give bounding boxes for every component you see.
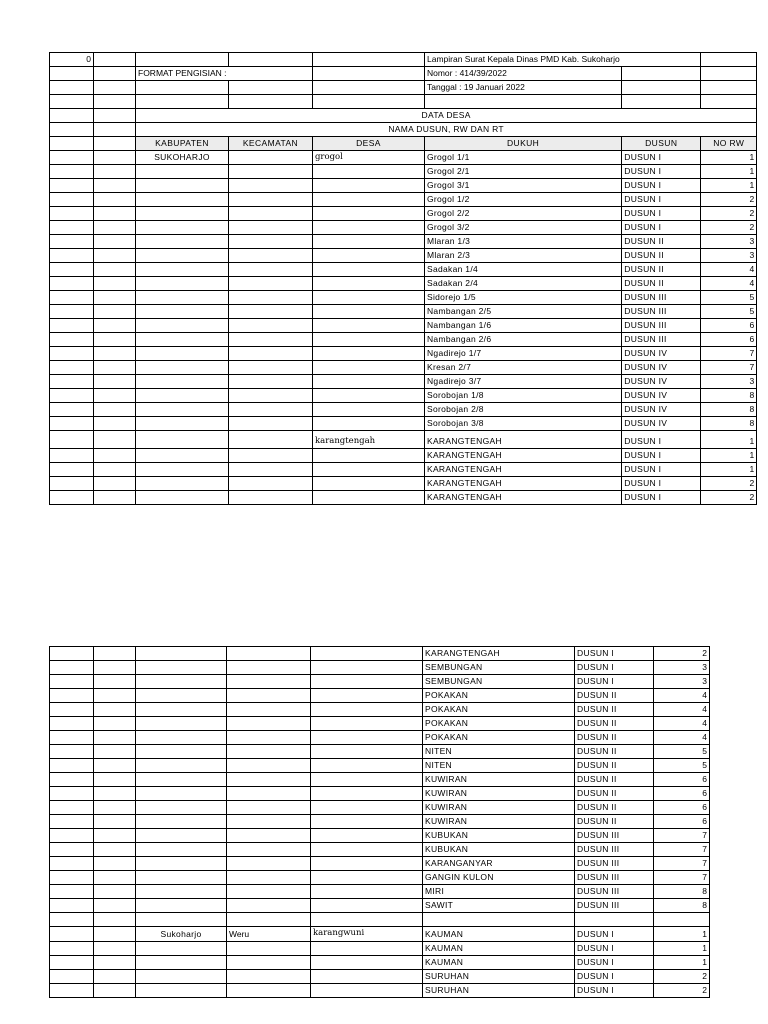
table-row (50, 745, 710, 759)
dukuh-cell[interactable]: KUWIRAN (423, 801, 575, 815)
no-rw-cell[interactable]: 1 (654, 942, 710, 956)
dukuh-cell[interactable]: KUBUKAN (423, 829, 575, 843)
letter-date-line[interactable]: Tanggal : 19 Januari 2022 (424, 81, 621, 95)
table-row (50, 361, 757, 375)
no-rw-cell[interactable]: 2 (701, 193, 757, 207)
no-rw-cell[interactable]: 3 (701, 375, 757, 389)
dusun-cell[interactable]: DUSUN I (622, 165, 701, 179)
dukuh-cell[interactable]: Grogol 3/2 (424, 221, 621, 235)
blank-row (50, 95, 757, 109)
no-rw-cell[interactable]: 4 (654, 731, 710, 745)
dusun-cell[interactable]: DUSUN II (575, 787, 654, 801)
no-rw-cell[interactable]: 8 (701, 417, 757, 431)
header-dusun[interactable]: DUSUN (622, 137, 701, 151)
table-row (50, 333, 757, 347)
dukuh-cell[interactable]: SURUHAN (423, 984, 575, 998)
table-row (50, 347, 757, 361)
dukuh-cell[interactable]: KUWIRAN (423, 787, 575, 801)
table-row (50, 207, 757, 221)
letter-row-3 (50, 81, 757, 95)
dusun-cell[interactable]: DUSUN III (575, 843, 654, 857)
dukuh-cell[interactable]: KARANGTENGAH (423, 647, 575, 661)
letter-row-2 (50, 67, 757, 81)
dusun-cell[interactable]: DUSUN II (575, 745, 654, 759)
table-row (50, 942, 710, 956)
dusun-cell[interactable]: DUSUN III (622, 291, 701, 305)
dukuh-cell[interactable]: Kresan 2/7 (424, 361, 621, 375)
kabupaten-cell[interactable]: SUKOHARJO (136, 151, 229, 165)
no-rw-cell[interactable]: 1 (701, 179, 757, 193)
dusun-cell[interactable]: DUSUN I (575, 984, 654, 998)
dukuh-cell[interactable]: Nambangan 2/6 (424, 333, 621, 347)
dukuh-cell[interactable]: MIRI (423, 885, 575, 899)
no-rw-cell[interactable]: 6 (701, 319, 757, 333)
no-rw-cell[interactable]: 3 (654, 661, 710, 675)
dusun-cell[interactable]: DUSUN I (575, 927, 654, 942)
dusun-cell[interactable]: DUSUN I (622, 207, 701, 221)
dusun-cell[interactable]: DUSUN II (575, 815, 654, 829)
table-row (50, 927, 710, 942)
no-rw-cell[interactable]: 3 (701, 249, 757, 263)
dukuh-cell[interactable]: POKAKAN (423, 717, 575, 731)
dusun-cell[interactable]: DUSUN III (575, 857, 654, 871)
no-rw-cell[interactable]: 1 (701, 449, 757, 463)
no-rw-cell[interactable]: 5 (654, 759, 710, 773)
dukuh-cell[interactable]: NITEN (423, 745, 575, 759)
table-row (50, 221, 757, 235)
dukuh-cell[interactable]: KARANGANYAR (423, 857, 575, 871)
no-rw-cell[interactable]: 2 (701, 221, 757, 235)
no-rw-cell[interactable]: 4 (701, 263, 757, 277)
table-row (50, 984, 710, 998)
dukuh-cell[interactable]: SEMBUNGAN (423, 661, 575, 675)
dukuh-cell[interactable]: Sadakan 1/4 (424, 263, 621, 277)
dusun-cell[interactable]: DUSUN II (622, 249, 701, 263)
table-row (50, 956, 710, 970)
dukuh-cell[interactable]: SEMBUNGAN (423, 675, 575, 689)
no-rw-cell[interactable]: 1 (701, 165, 757, 179)
table-row (50, 857, 710, 871)
no-rw-cell[interactable]: 7 (654, 871, 710, 885)
dusun-cell[interactable]: DUSUN III (622, 305, 701, 319)
dusun-cell[interactable]: DUSUN I (622, 221, 701, 235)
dusun-cell[interactable]: DUSUN II (575, 689, 654, 703)
table-row (50, 970, 710, 984)
no-rw-cell[interactable]: 7 (654, 843, 710, 857)
table-row (50, 403, 757, 417)
table-row (50, 291, 757, 305)
dusun-cell[interactable]: DUSUN II (622, 263, 701, 277)
dusun-cell[interactable]: DUSUN IV (622, 389, 701, 403)
dukuh-cell[interactable]: KARANGTENGAH (424, 431, 621, 449)
dukuh-cell[interactable]: Sorobojan 3/8 (424, 417, 621, 431)
no-rw-cell[interactable]: 1 (701, 463, 757, 477)
table-row (50, 417, 757, 431)
dusun-cell[interactable]: DUSUN III (575, 899, 654, 913)
dukuh-cell[interactable]: Nambangan 2/5 (424, 305, 621, 319)
dusun-cell[interactable]: DUSUN I (622, 193, 701, 207)
dusun-cell[interactable]: DUSUN I (575, 956, 654, 970)
dusun-cell[interactable]: DUSUN III (622, 319, 701, 333)
table-row (50, 675, 710, 689)
no-rw-cell[interactable]: 1 (654, 956, 710, 970)
dukuh-cell[interactable]: Grogol 3/1 (424, 179, 621, 193)
desa-cell[interactable]: karangtengah (312, 431, 424, 449)
table-row (50, 815, 710, 829)
title-row (50, 109, 757, 123)
dusun-cell[interactable]: DUSUN I (575, 675, 654, 689)
dusun-cell[interactable]: DUSUN II (575, 759, 654, 773)
no-rw-cell[interactable]: 6 (654, 815, 710, 829)
dukuh-cell[interactable]: KARANGTENGAH (424, 463, 621, 477)
no-rw-cell[interactable]: 5 (654, 745, 710, 759)
no-rw-cell[interactable]: 6 (654, 787, 710, 801)
no-rw-cell[interactable]: 8 (654, 885, 710, 899)
dukuh-cell[interactable]: Mlaran 1/3 (424, 235, 621, 249)
dusun-cell[interactable]: DUSUN I (622, 449, 701, 463)
table-row (50, 661, 710, 675)
table-row (50, 463, 757, 477)
dukuh-cell[interactable]: POKAKAN (423, 703, 575, 717)
table-row (50, 871, 710, 885)
no-rw-cell[interactable]: 2 (654, 647, 710, 661)
table-row (50, 263, 757, 277)
dusun-cell[interactable]: DUSUN I (622, 179, 701, 193)
no-rw-cell[interactable]: 1 (701, 431, 757, 449)
no-rw-cell[interactable]: 4 (654, 689, 710, 703)
dukuh-cell[interactable]: POKAKAN (423, 689, 575, 703)
data-rows-karangwuni (50, 927, 710, 998)
letter-row-1 (50, 53, 757, 67)
header-no-rw[interactable]: NO RW (701, 137, 757, 151)
dusun-cell[interactable]: DUSUN II (622, 277, 701, 291)
dukuh-cell[interactable]: KARANGTENGAH (424, 491, 621, 505)
dukuh-cell[interactable]: Grogol 2/2 (424, 207, 621, 221)
no-rw-cell[interactable]: 7 (701, 347, 757, 361)
table-row (50, 179, 757, 193)
dusun-cell[interactable]: DUSUN IV (622, 361, 701, 375)
row-marker[interactable]: 0 (50, 53, 94, 67)
dukuh-cell[interactable]: NITEN (423, 759, 575, 773)
table-row (50, 375, 757, 389)
table-row (50, 431, 757, 449)
dusun-cell[interactable]: DUSUN III (575, 871, 654, 885)
dusun-cell[interactable]: DUSUN III (575, 885, 654, 899)
table-row (50, 885, 710, 899)
table-row (50, 899, 710, 913)
table-row (50, 647, 710, 661)
dukuh-cell[interactable]: Ngadirejo 3/7 (424, 375, 621, 389)
dukuh-cell[interactable]: KAUMAN (423, 927, 575, 942)
no-rw-cell[interactable]: 4 (701, 277, 757, 291)
dukuh-cell[interactable]: Grogol 1/2 (424, 193, 621, 207)
table-row (50, 477, 757, 491)
dusun-cell[interactable]: DUSUN I (575, 970, 654, 984)
desa-cell[interactable]: grogol (312, 151, 424, 165)
dukuh-cell[interactable]: Ngadirejo 1/7 (424, 347, 621, 361)
no-rw-cell[interactable]: 8 (701, 389, 757, 403)
table-title[interactable]: DATA DESA (136, 109, 757, 123)
dukuh-cell[interactable]: SURUHAN (423, 970, 575, 984)
letter-number-line[interactable]: Nomor : 414/39/2022 (424, 67, 621, 81)
no-rw-cell[interactable]: 1 (654, 927, 710, 942)
dusun-cell[interactable]: DUSUN III (575, 829, 654, 843)
table-row (50, 235, 757, 249)
no-rw-cell[interactable]: 2 (701, 477, 757, 491)
dukuh-cell[interactable]: GANGIN KULON (423, 871, 575, 885)
no-rw-cell[interactable]: 4 (654, 717, 710, 731)
table-row (50, 717, 710, 731)
no-rw-cell[interactable]: 2 (701, 207, 757, 221)
dusun-cell[interactable]: DUSUN IV (622, 375, 701, 389)
desa-cell[interactable]: karangwuni (311, 927, 423, 942)
table-row (50, 843, 710, 857)
dusun-cell[interactable]: DUSUN II (575, 703, 654, 717)
no-rw-cell[interactable]: 8 (654, 899, 710, 913)
dusun-cell[interactable]: DUSUN I (622, 431, 701, 449)
dukuh-cell[interactable]: KUWIRAN (423, 773, 575, 787)
no-rw-cell[interactable]: 5 (701, 305, 757, 319)
kabupaten-cell[interactable]: Sukoharjo (136, 927, 227, 942)
header-dukuh[interactable]: DUKUH (424, 137, 621, 151)
data-rows-karangtengah (50, 431, 757, 505)
dusun-cell[interactable]: DUSUN I (622, 491, 701, 505)
table-row (50, 801, 710, 815)
table-row (50, 277, 757, 291)
no-rw-cell[interactable]: 5 (701, 291, 757, 305)
table-row (50, 389, 757, 403)
table-row (50, 319, 757, 333)
table-row (50, 731, 710, 745)
no-rw-cell[interactable]: 2 (654, 970, 710, 984)
no-rw-cell[interactable]: 6 (654, 801, 710, 815)
dusun-cell[interactable]: DUSUN II (575, 731, 654, 745)
dusun-cell[interactable]: DUSUN IV (622, 403, 701, 417)
dukuh-cell[interactable]: Nambangan 1/6 (424, 319, 621, 333)
kecamatan-cell[interactable]: Weru (227, 927, 311, 942)
no-rw-cell[interactable]: 7 (654, 829, 710, 843)
dusun-cell[interactable]: DUSUN I (622, 463, 701, 477)
dusun-cell[interactable]: DUSUN III (622, 333, 701, 347)
dusun-cell[interactable]: DUSUN IV (622, 347, 701, 361)
dukuh-cell[interactable]: KUWIRAN (423, 815, 575, 829)
dusun-cell[interactable]: DUSUN II (575, 773, 654, 787)
no-rw-cell[interactable]: 6 (701, 333, 757, 347)
dukuh-cell[interactable]: Sorobojan 2/8 (424, 403, 621, 417)
dukuh-cell[interactable]: Grogol 1/1 (424, 151, 621, 165)
table-row (50, 193, 757, 207)
dusun-cell[interactable]: DUSUN II (622, 235, 701, 249)
dusun-cell[interactable]: DUSUN IV (622, 417, 701, 431)
header-row (50, 137, 757, 151)
no-rw-cell[interactable]: 7 (654, 857, 710, 871)
table-row (50, 689, 710, 703)
dukuh-cell[interactable]: KAUMAN (423, 956, 575, 970)
dukuh-cell[interactable]: KARANGTENGAH (424, 449, 621, 463)
dusun-cell[interactable]: DUSUN I (575, 942, 654, 956)
header-kabupaten[interactable]: KABUPATEN (136, 137, 229, 151)
table-row (50, 305, 757, 319)
no-rw-cell[interactable]: 1 (701, 151, 757, 165)
table-row (50, 703, 710, 717)
dukuh-cell[interactable]: Sorobojan 1/8 (424, 389, 621, 403)
subtitle-row (50, 123, 757, 137)
no-rw-cell[interactable]: 8 (701, 403, 757, 417)
dusun-cell[interactable]: DUSUN I (622, 477, 701, 491)
table-row (50, 491, 757, 505)
table-row (50, 151, 757, 165)
no-rw-cell[interactable]: 7 (701, 361, 757, 375)
dukuh-cell[interactable]: KARANGTENGAH (424, 477, 621, 491)
table-row (50, 165, 757, 179)
data-rows-grogol (50, 151, 757, 431)
dukuh-cell[interactable]: KAUMAN (423, 942, 575, 956)
dukuh-cell[interactable]: SAWIT (423, 899, 575, 913)
dukuh-cell[interactable]: Sidorejo 1/5 (424, 291, 621, 305)
dusun-cell[interactable]: DUSUN I (622, 151, 701, 165)
no-rw-cell[interactable]: 2 (654, 984, 710, 998)
dukuh-cell[interactable]: Sadakan 2/4 (424, 277, 621, 291)
no-rw-cell[interactable]: 3 (701, 235, 757, 249)
dukuh-cell[interactable]: Grogol 2/1 (424, 165, 621, 179)
table-row (50, 449, 757, 463)
header-desa[interactable]: DESA (312, 137, 424, 151)
no-rw-cell[interactable]: 3 (654, 675, 710, 689)
dusun-cell[interactable]: DUSUN II (575, 717, 654, 731)
blank-row (50, 913, 710, 927)
table-row (50, 773, 710, 787)
dusun-cell[interactable]: DUSUN II (575, 801, 654, 815)
no-rw-cell[interactable]: 4 (654, 703, 710, 717)
spreadsheet-page-1 (49, 52, 757, 505)
no-rw-cell[interactable]: 2 (701, 491, 757, 505)
header-kecamatan[interactable]: KECAMATAN (228, 137, 312, 151)
format-label[interactable]: FORMAT PENGISIAN : (136, 67, 229, 81)
dukuh-cell[interactable]: POKAKAN (423, 731, 575, 745)
table-row (50, 249, 757, 263)
dukuh-cell[interactable]: KUBUKAN (423, 843, 575, 857)
table-row (50, 829, 710, 843)
letter-attachment-line[interactable]: Lampiran Surat Kepala Dinas PMD Kab. Sukoharjo (424, 53, 621, 67)
dusun-cell[interactable]: DUSUN I (575, 647, 654, 661)
table-row (50, 787, 710, 801)
table-subtitle[interactable]: NAMA DUSUN, RW DAN RT (136, 123, 757, 137)
dusun-cell[interactable]: DUSUN I (575, 661, 654, 675)
spreadsheet-page-2 (49, 646, 710, 998)
no-rw-cell[interactable]: 6 (654, 773, 710, 787)
table-row (50, 759, 710, 773)
dukuh-cell[interactable]: Mlaran 2/3 (424, 249, 621, 263)
data-rows-karangtengah-cont (50, 647, 710, 913)
